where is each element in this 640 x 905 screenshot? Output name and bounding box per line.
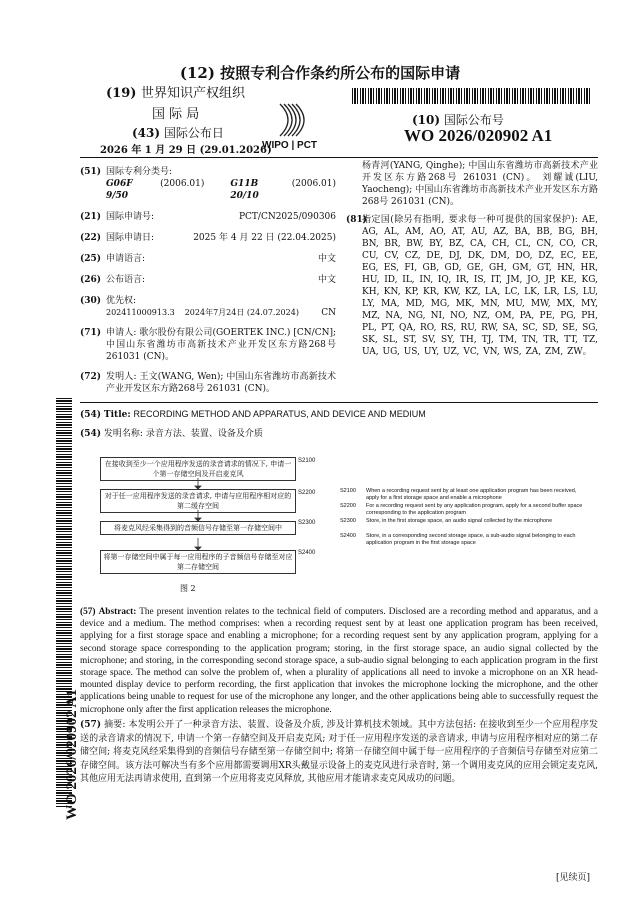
- pub-no-code: (10): [412, 113, 441, 127]
- org-name: 世界知识产权组织: [140, 86, 245, 101]
- side-pub-number: WO 2026/020902 A1: [64, 689, 80, 820]
- inventor: 发明人: 王文(WANG, Wen); 中国山东省潍坊市高新技术产业开发区东方路268号 261031 (CN)。: [106, 372, 336, 394]
- field-22-label: 国际申请日:: [106, 233, 155, 243]
- org-line2: 国 际 局: [152, 107, 200, 122]
- field-30-values: [80, 307, 336, 319]
- ipc-class-2: G11B 20/10: [230, 179, 259, 201]
- field-26-label: 公布语言:: [106, 275, 146, 285]
- field-26-code: (26): [80, 275, 102, 285]
- title-code: (54): [80, 410, 102, 420]
- pub-number: WO 2026/020902 A1: [404, 126, 553, 145]
- org-line1: [106, 87, 245, 100]
- wipo-logo: [262, 102, 338, 150]
- pub-no-label-text: 国际公布号: [443, 113, 504, 127]
- wipo-logo-text: WIPO | PCT: [262, 140, 318, 150]
- inventors-continued: 杨青河(YANG, Qinghe); 中国山东省潍坊市高新技术产业开发区东方路268号 261031 (CN)。 刘耀诚(LIU, Yaocheng); 中国山东省潍坊市高新技术产业开发区东方路268号 261031 (CN)。: [362, 161, 598, 207]
- field-21: [80, 211, 336, 223]
- title-en: [80, 408, 598, 421]
- field-21-code: (21): [80, 212, 102, 222]
- applicant: 申请人: 歌尔股份有限公司(GOERTEK INC.) [CN/CN]; 中国山东省潍坊市高新技术产业开发区东方路268号 261031 (CN)。: [106, 328, 336, 362]
- arrow-2-head: [195, 518, 201, 521]
- flow-code-3: S2300: [298, 520, 316, 526]
- arrow-1-head: [195, 486, 201, 489]
- pub-date: 2026 年 1 月 29 日 (29.01.2026): [100, 145, 272, 156]
- title-text-en: RECORDING METHOD AND APPARATUS, AND DEVICE AND MEDIUM: [133, 409, 426, 419]
- flow-arrows: [180, 478, 220, 554]
- figure-caption: 图 2: [180, 584, 196, 593]
- priority-country: CN: [321, 308, 336, 318]
- field-25-value: 中文: [317, 254, 336, 264]
- legend-code-2: S2200: [340, 503, 356, 509]
- flow-code-2: S2200: [298, 490, 316, 496]
- abstract-en-text: The present invention relates to the technical field of computers. Disclosed are a recording method and apparatus, and a device and a medium. The method comprises: when a recording request sent by at least one application program has been received, applying for a first storage space and enabling a microphone; for a recording request sent by any application program, applying for a second storage space corresponding to the application program; storing, in the first storage space, an audio signal collected by the microphone; and storing, in the corresponding second storage space, a sub-audio signal belonging to each application program in the first storage space. The method can solve the problem of, when a plurality of applications all need to invoke a microphone on an XR head-mounted display device to perform recording, the first application that invokes the microphone locking the microphone, and the other applications being unable to request for use of the microphone any longer, and the other applications being able to successfully request the microphone only after the first application releases the microphone.: [80, 607, 598, 715]
- continued-note: [见续页]: [556, 873, 591, 883]
- field-72-code: (72): [80, 372, 102, 382]
- legend-code-4: S2400: [340, 533, 356, 539]
- priority-number: 202411000913.3: [106, 308, 175, 317]
- right-fields: [346, 160, 598, 358]
- wipo-emblem-icon: [280, 104, 304, 136]
- field-71-code: (71): [80, 328, 102, 338]
- field-26-value: 中文: [317, 275, 336, 285]
- priority-date: 2024年7月24日 (24.07.2024): [184, 308, 299, 317]
- flow-code-4: S2400: [298, 550, 316, 556]
- left-fields: [80, 166, 336, 395]
- field-25: [80, 253, 336, 265]
- field-81-code: (81): [346, 215, 368, 225]
- flow-step-1: 在接收到至少一个应用程序发送的录音请求的情况下, 申请一个第一存储空间及开启麦克风: [100, 457, 296, 481]
- field-22: [80, 232, 336, 244]
- pub-date-label-text: 国际公布日: [163, 126, 224, 140]
- legend-code-3: S2300: [340, 518, 356, 524]
- field-22-value: 2025 年 4 月 22 日 (22.04.2025): [193, 233, 336, 243]
- field-25-code: (25): [80, 254, 102, 264]
- title-cn-code: (54): [80, 429, 102, 439]
- legend-text-4: Store, in a corresponding second storage space, a sub-audio signal belonging to each application program in the first storage space: [366, 533, 576, 546]
- legend-text-1: When a recording request sent by at least one application program has been received, apply for a first storage space and enable a microphone: [366, 488, 577, 501]
- title-label: Title:: [103, 410, 131, 420]
- field-51: [80, 166, 336, 178]
- flow-step-3: 将麦克风经采集得到的音频信号存储至第一存储空间中: [100, 521, 296, 535]
- abstract-cn: [80, 719, 598, 787]
- pub-date-code: (43): [132, 126, 161, 140]
- field-25-label: 申请语言:: [106, 254, 146, 264]
- field-22-code: (22): [80, 233, 102, 243]
- abstract-en-label: Abstract:: [98, 607, 137, 617]
- divider-title: [80, 402, 598, 403]
- field-51-label: 国际专利分类号:: [106, 167, 173, 177]
- abstract-en-code: (57): [80, 607, 96, 617]
- divider-header: [80, 157, 598, 158]
- field-30-label: 优先权:: [106, 296, 137, 306]
- ipc-class-1: G06F 9/50: [106, 179, 133, 201]
- ipc-year-1: (2006.01): [160, 179, 205, 189]
- pub-date-label: [132, 124, 224, 141]
- flow-step-2: 对于任一应用程序发送的录音请求, 申请与应用程序相对应的第二缓存空间: [100, 489, 296, 513]
- abstract-cn-code: (57): [80, 720, 102, 730]
- field-26: [80, 274, 336, 286]
- field-71: [80, 327, 336, 363]
- field-21-value: PCT/CN2025/090306: [238, 212, 336, 222]
- abstract-en: [80, 606, 598, 716]
- document-title: (12) 按照专利合作条约所公布的国际申请: [179, 64, 461, 82]
- legend-text-3: Store, in the first storage space, an audio signal collected by the microphone: [366, 518, 553, 524]
- flow-step-4: 将第一存储空间中属于每一应用程序的子音频信号存储至对应第二存储空间: [100, 550, 296, 574]
- field-21-label: 国际申请号:: [106, 212, 155, 222]
- arrow-3-head: [195, 547, 201, 550]
- field-30-code: (30): [80, 296, 102, 306]
- title-cn: [80, 428, 598, 440]
- ipc-year-2: (2006.01): [291, 179, 336, 189]
- barcode-top: [352, 88, 590, 104]
- abstract-cn-text: 摘要: 本发明公开了一种录音方法、装置、设备及介质, 涉及计算机技术领域。其中方法包括: 在接收到至少一个应用程序发送的录音请求的情况下, 申请一个第一存储空间及开启麦克风; 对于任一应用程序发送的录音请求, 申请与应用程序相对应的第二存储空间; 将麦克风经采集得到的音频信号存储至第一存储空间中; 将第一存储空间中属于每一应用程序的子音频信号存储至对应第二存储空间。该方法可解决当有多个应用都需要调用XR头戴显示设备上的麦克风进行录音时, 第一个调用麦克风的应用会锁定麦克风, 其他应用无法再请求使用, 直到第一个应用将麦克风释放, 其他应用才能请求麦克风成功的问题。: [80, 720, 598, 785]
- field-51-code: (51): [80, 167, 102, 177]
- field-72: [80, 371, 336, 395]
- designated-states: 指定国(除另有指明, 要求每一种可提供的国家保护): AE, AG, AL, AM, AO, AT, AU, AZ, BA, BB, BG, BH, BN, BR, BW, BY, BZ, CA, CH, CL, CN, CO, CR, CU, CV, CZ, DE, DJ, DK, DM, DO, DZ, EC, EE, EG, ES, FI, GB, GD, GE, GH, GM, GT, HN, HR, HU, ID, IL, IN, IQ, IR, IS, IT, JM, JO, JP, KE, KG, KH, KN, KP, KR, KW, KZ, LA, LC, LK, LR, LS, LU, LY, MA, MD, MG, MK, MN, MU, MW, MX, MY, MZ, NA, NG, NI, NO, NZ, OM, PA, PE, PG, PH, PL, PT, QA, RO, RS, RU, RW, SA, SC, SD, SE, SG, SK, SL, ST, SV, SY, TH, TJ, TM, TN, TR, TT, TZ, UA, UG, US, UY, UZ, VC, VN, WS, ZA, ZM, ZW。: [362, 215, 598, 357]
- field-81: [346, 214, 598, 358]
- field-51-values: [80, 178, 336, 202]
- flow-code-1: S2100: [298, 458, 316, 464]
- org-code: (19): [106, 86, 137, 101]
- legend-text-2: For a recording request sent by any application program, apply for a second buffer space corresponding to the application program: [366, 503, 583, 516]
- legend-code-1: S2100: [340, 488, 356, 494]
- title-text-cn: 发明名称: 录音方法、装置、设备及介质: [103, 429, 263, 439]
- field-30: [80, 295, 336, 307]
